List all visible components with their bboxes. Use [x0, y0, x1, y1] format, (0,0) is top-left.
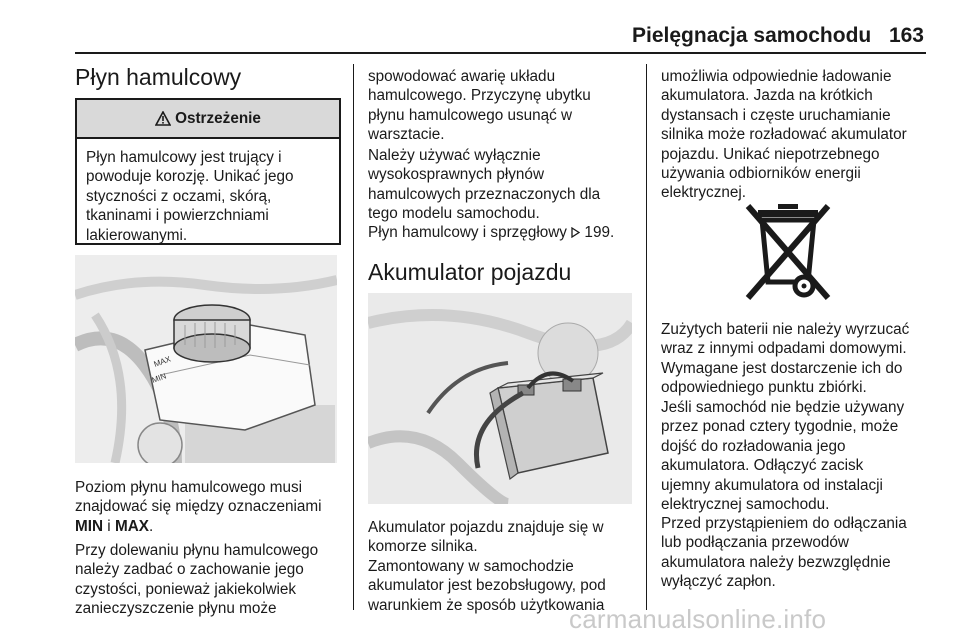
section-title-battery: Akumulator pojazdu [368, 259, 572, 285]
page-number: 163 [888, 24, 924, 47]
warning-box [75, 98, 341, 245]
paragraph-long-storage: Jeśli samochód nie będzie używany przez ponad cztery tygodnie, może dojść do rozładowania jego akumulatora. Odłączyć zacisk ujemny akumulatora od instalacji elektrycznej samochodu. [661, 399, 905, 514]
running-header-title: Pielęgnacja samochodu [632, 24, 872, 47]
warning-text [77, 139, 339, 245]
reservoir-min-mark: MIN [150, 371, 168, 385]
column-divider [353, 64, 354, 610]
section-title-brake-fluid: Płyn hamulcowy [75, 64, 242, 90]
warning-line: styczności z oczami, skórą, [86, 187, 272, 205]
warning-line: powoduje korozję. Unikać jego [86, 168, 294, 186]
column-divider [646, 64, 647, 610]
paragraph-top-up: Przy dolewaniu płynu hamulcowego należy zadbać o zachowanie jego czystości, ponieważ jakiekolwiek zanieczyszczenie płynu może [75, 542, 319, 618]
warning-line: Płyn hamulcowy jest trujący i [86, 149, 282, 166]
vehicle-battery-illustration [368, 293, 632, 504]
arrow-reference-icon [571, 227, 580, 238]
paragraph-battery-disposal: Zużytych baterii nie należy wyrzucać wraz z innymi odpadami domowymi. Wymagane jest dostarczenie ich do odpowiedniego punktu zbiórki. [661, 321, 910, 397]
warning-line: tkaninami i powierzchniami [86, 207, 269, 225]
header-rule [75, 52, 926, 54]
paragraph-ignition-off: Przed przystąpieniem do odłączania lub podłączania przewodów akumulatora należy bezwzględnie wyłączyć zapłon. [661, 515, 907, 591]
paragraph-maintenance-free: Zamontowany w samochodzie akumulator jest bezobsługowy, pod warunkiem że sposób użytkowania [368, 558, 606, 614]
paragraph-cross-reference: Płyn hamulcowy i sprzęgłowy 199. [368, 224, 615, 241]
warning-triangle-icon [155, 111, 171, 126]
paragraph-brake-failure: spowodować awarię układu hamulcowego. Przyczynę ubytku płynu hamulcowego usunąć w warsztacie. [368, 68, 591, 144]
reservoir-max-mark: MAX [152, 354, 172, 369]
paragraph-level-check: Poziom płynu hamulcowego musi znajdować się między oznaczeniami MIN i MAX. [75, 479, 322, 535]
warning-header [77, 100, 339, 139]
crossed-out-wheelie-bin-icon [740, 200, 836, 304]
watermark: carmanualsonline.info [569, 604, 827, 634]
brake-fluid-reservoir-illustration [75, 255, 337, 463]
paragraph-charging: umożliwia odpowiednie ładowanie akumulatora. Jazda na krótkich dystansach i częste uruchamianie silnika może rozładować akumulator pojazdu. Unikać niepotrzebnego używania odbiorników energii elektrycznej. [661, 68, 907, 202]
warning-title: Ostrzeżenie [175, 109, 261, 127]
warning-line: lakierowanymi. [86, 226, 188, 244]
paragraph-fluid-type: Należy używać wyłącznie wysokosprawnych płynów hamulcowych przeznaczonych dla tego modelu samochodu. [368, 147, 601, 223]
paragraph-battery-location: Akumulator pojazdu znajduje się w komorze silnika. [368, 519, 604, 556]
